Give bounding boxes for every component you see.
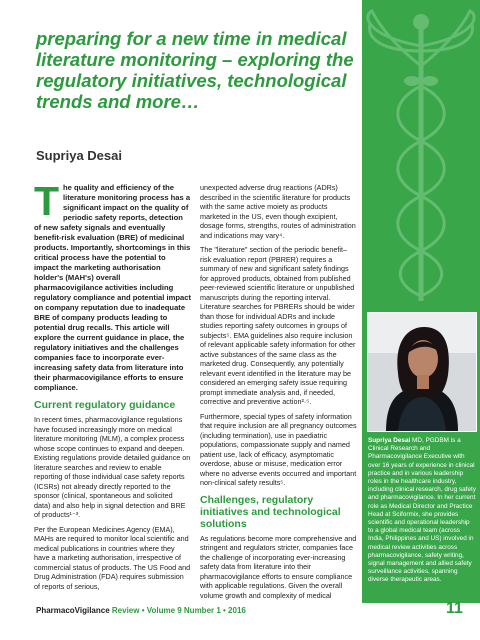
paragraph: Furthermore, special types of safety information that require inclusion are all pregnancy outcomes (including termination), use in paediatric populations, compassionate supply and named patient use, lack of efficacy, asymptomatic overdose, abuse or misuse, medication error where no adverse events occurred and important non-clinical safety results⁵. — [200, 411, 357, 487]
author-name: Supriya Desai — [36, 148, 122, 163]
bio-name: Supriya Desai — [368, 437, 411, 444]
issue-info: Review • Volume 9 Number 1 • 2016 — [109, 606, 246, 615]
author-bio — [368, 437, 476, 585]
article-title: preparing for a new time in medical literature monitoring – exploring the regulatory initiatives, technological trends and more… — [36, 28, 354, 112]
section-heading-regulatory: Current regulatory guidance — [34, 399, 176, 411]
paragraph: unexpected adverse drug reactions (ADRs) described in the scientific literature for products with the same active moiety as products marketed in the US, even though excipient, dosage forms, strengths, routes of administration and indications may vary⁴. — [200, 183, 356, 240]
intro-paragraph — [34, 178, 191, 393]
paragraph: The "literature" section of the periodic benefit–risk evaluation report (PBRER) requires a summary of new and significant safety findings for approved products, obtained from published peer-reviewed scientific literature or unpublished manuscripts during the reporting interval. Literature searches for PBRERs should be wider than those for individual ADRs and include studies reporting safety outcomes in groups of subjects⁵. EMA guidelines also require inclusion of relevant applicable safety information for other active substances of the same class as the marketed drug. Consequently, any potentially relevant event identified in the literature may be considered an emerging safety issue requiring prompt immediate analysis and, if needed, corrective and preventive action²·⁵. — [200, 245, 356, 406]
paragraph: Per the European Medicines Agency (EMA), MAHs are required to monitor local scientific and medical publications in countries where they have a marketing authorisation, irrespective of commercial status of products. The US Food and Drug Administration (FDA) requires submission of reports of serious, — [34, 524, 191, 591]
caduceus-icon — [362, 6, 480, 306]
journal-name: PharmacoVigilance — [36, 606, 110, 615]
paragraph: In recent times, pharmacovigilance regulations have focused increasingly more on medical literature monitoring (MLM), a complex process whose scope continues to expand and deepen. Existing regulations provide detailed guidance on literature searches and review to enable reporting of those individual case safety reports (ICSRs) not already directly reported to the sponsor (clinical, spontaneous and solicited data) and also help in signal detection and BRE of products¹⁻³. — [34, 415, 191, 519]
section-heading-challenges: Challenges, regulatory initiatives and technological solutions — [200, 493, 341, 530]
column-left — [34, 178, 191, 596]
intro-text: he quality and efficiency of the literature monitoring process has a significant impact on the quality of periodic safety reports, detection of new safety signals and eventually benefit-risk evaluation (BRE) of medicinal products. Importantly, shortcomings in this critical process have the potential to impact the marketing authorisation holder's (MAH's) overall pharmacovigilance activities including regulatory compliance and potential impact on company reputation due to inadequate BRE of company products leading to potential drug recalls. This article will explore the current guidance in place, the regulatory initiatives and the challenges companies face to incorporate ever-increasing safety data from literature into their pharmacovigilance efforts to ensure compliance. — [34, 183, 191, 392]
author-photo — [367, 312, 477, 432]
drop-cap: T — [34, 178, 60, 224]
bio-text: MD, PGDBM is a Clinical Research and Pharmacovigilance Executive with over 16 years of experience in clinical practice and in various leadership roles in the healthcare industry, including clinical research, drug safety and pharmacovigilance. In her current role as Medical Director and Practice Head at Sciformix, she provides scientific and operational leadership to a global medical team (across India, Philippines and US) involved in medical review activities across pharmacovigilance, safety writing, signal management and allied safety surveillance activities, spanning diverse therapeutic areas. — [368, 437, 476, 584]
paragraph: As regulations become more comprehensive and stringent and regulators stricter, companies face the challenge of incorporating ever-increasing safety data from literature into their pharmacovigilance efforts to ensure compliance with applicable regulations. Given the overall volume growth and complexity of medical — [200, 533, 357, 600]
footer — [36, 606, 246, 615]
page-number: 11 — [446, 600, 463, 617]
column-right — [200, 183, 357, 605]
